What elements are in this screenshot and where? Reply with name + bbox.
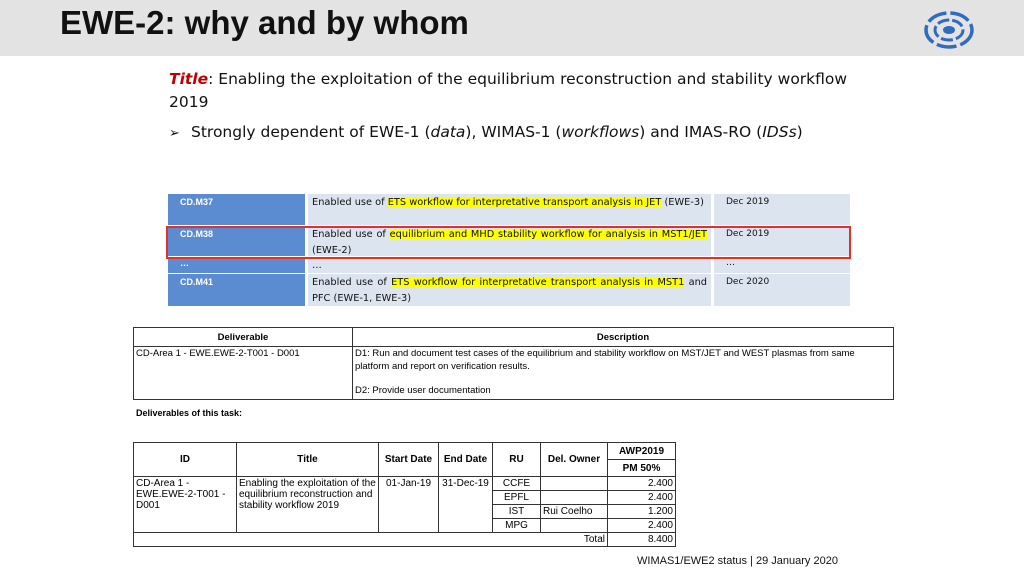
highlight-frame bbox=[166, 226, 851, 259]
dependency-bullet bbox=[169, 121, 869, 145]
bullet-text-4: ) bbox=[796, 123, 803, 141]
task-owner bbox=[541, 491, 608, 505]
bullet-data: data bbox=[430, 123, 466, 141]
ring-logo-icon bbox=[921, 8, 977, 52]
title-text: : Enabling the exploitation of the equilibrium reconstruction and stability workflow 2019 bbox=[169, 70, 848, 111]
total-label: Total bbox=[134, 533, 608, 547]
task-owner: Rui Coelho bbox=[541, 505, 608, 519]
milestone-date: Dec 2019 bbox=[714, 194, 850, 225]
task-title: Enabling the exploitation of the equilibrium reconstruction and stability workflow 2019 bbox=[237, 477, 379, 533]
bullet-idss: IDSs bbox=[762, 123, 797, 141]
milestone-desc: Enabled use of equilibrium and MHD stability workflow for analysis in MST1/JET (EWE-2) bbox=[308, 226, 711, 256]
deliverable-id: CD-Area 1 - EWE.EWE-2-T001 - D001 bbox=[134, 347, 353, 400]
task-ru: IST bbox=[493, 505, 541, 519]
deliverable-description bbox=[353, 347, 894, 400]
task-pm: 2.400 bbox=[608, 477, 676, 491]
col-header-title: Title bbox=[237, 443, 379, 477]
bullet-workflows: workflows bbox=[561, 123, 640, 141]
col-header-end: End Date bbox=[439, 443, 493, 477]
task-ru: CCFE bbox=[493, 477, 541, 491]
intro-title bbox=[169, 68, 869, 114]
bullet-text: Strongly dependent of EWE-1 ( bbox=[191, 123, 431, 141]
task-owner bbox=[541, 477, 608, 491]
milestone-id: CD.M38 bbox=[168, 226, 305, 256]
milestone-desc: Enabled use of ETS workflow for interpretative transport analysis in MST1 and PFC (EWE-1, EWE-3) bbox=[308, 274, 711, 306]
col-header-owner: Del. Owner bbox=[541, 443, 608, 477]
task-id: CD-Area 1 - EWE.EWE-2-T001 - D001 bbox=[134, 477, 237, 533]
deliverable-table bbox=[133, 327, 894, 400]
footer-text: WIMAS1/EWE2 status | 29 January 2020 bbox=[637, 555, 838, 567]
task-pm: 1.200 bbox=[608, 505, 676, 519]
milestone-row bbox=[168, 257, 850, 273]
milestone-row bbox=[168, 274, 850, 306]
milestone-date: Dec 2020 bbox=[714, 274, 850, 306]
d1-text: D1: Run and document test cases of the equilibrium and stability workflow on MST/JET and WEST plasmas from same platform and report on verification results. bbox=[355, 348, 855, 372]
task-ru: MPG bbox=[493, 519, 541, 533]
task-owner bbox=[541, 519, 608, 533]
slide-title: EWE-2: why and by whom bbox=[60, 4, 469, 41]
task-pm: 2.400 bbox=[608, 491, 676, 505]
title-label: Title bbox=[169, 70, 209, 88]
task-pm: 2.400 bbox=[608, 519, 676, 533]
col-header-pm: PM 50% bbox=[608, 460, 676, 477]
total-value: 8.400 bbox=[608, 533, 676, 547]
col-header-ru: RU bbox=[493, 443, 541, 477]
milestone-id: CD.M37 bbox=[168, 194, 305, 225]
task-table bbox=[133, 442, 676, 547]
task-start: 01-Jan-19 bbox=[379, 477, 439, 533]
col-header-deliverable: Deliverable bbox=[134, 328, 353, 347]
milestone-row bbox=[168, 194, 850, 225]
arrow-bullet-icon: ➢ bbox=[169, 126, 180, 141]
deliverables-caption: Deliverables of this task: bbox=[136, 408, 243, 418]
d2-text: D2: Provide user documentation bbox=[355, 385, 491, 396]
task-end: 31-Dec-19 bbox=[439, 477, 493, 533]
task-ru: EPFL bbox=[493, 491, 541, 505]
milestone-id: CD.M41 bbox=[168, 274, 305, 306]
col-header-start: Start Date bbox=[379, 443, 439, 477]
col-header-awp: AWP2019 bbox=[608, 443, 676, 460]
milestone-date: Dec 2019 bbox=[714, 226, 850, 256]
milestone-desc: … bbox=[308, 257, 711, 273]
milestone-date: … bbox=[714, 257, 850, 273]
milestone-id: … bbox=[168, 257, 305, 273]
bullet-text-2: ), WIMAS-1 ( bbox=[465, 123, 562, 141]
col-header-id: ID bbox=[134, 443, 237, 477]
milestone-desc: Enabled use of ETS workflow for interpretative transport analysis in JET (EWE-3) bbox=[308, 194, 711, 225]
col-header-description: Description bbox=[353, 328, 894, 347]
bullet-text-3: ) and IMAS-RO ( bbox=[639, 123, 763, 141]
